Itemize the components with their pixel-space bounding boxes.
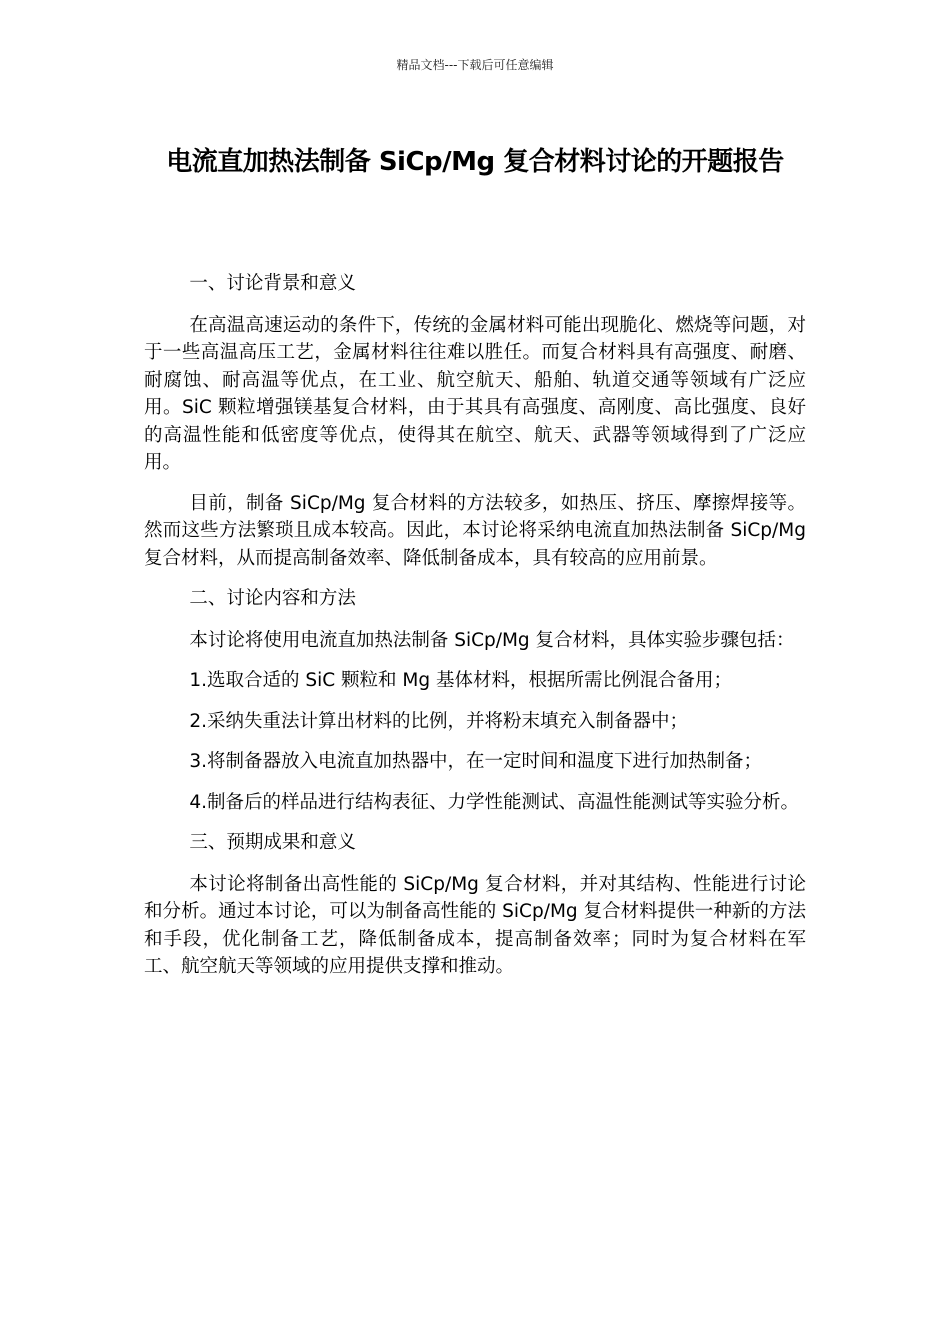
page-header: 精品文档---下载后可任意编辑 xyxy=(396,58,554,72)
section-heading-background: 一、讨论背景和意义 xyxy=(189,273,356,294)
paragraph-outcomes: 本讨论将制备出高性能的 SiCp/Mg 复合材料，并对其结构、性能进行讨论和分析。通过本讨论，可以为制备高性能的 SiCp/Mg 复合材料提供一种新的方法和手段，优化制备工艺，降低制备成本，提高制备效率；同时为复合材料在军工、航空航天等领域的应用提供支撑和推动。 xyxy=(144,873,806,977)
list-item-step-1: 1.选取合适的 SiC 颗粒和 Mg 基体材料，根据所需比例混合备用； xyxy=(189,670,732,691)
list-item-step-4: 4.制备后的样品进行结构表征、力学性能测试、高温性能测试等实验分析。 xyxy=(189,791,799,813)
paragraph-background-2: 目前，制备 SiCp/Mg 复合材料的方法较多，如热压、挤压、摩擦焊接等。然而这些方法繁琐且成本较高。因此，本讨论将采纳电流直加热法制备 SiCp/Mg 复合材料，从而提高制备效率、降低制备成本，具有较高的应用前景。 xyxy=(144,492,806,569)
section-heading-methods: 二、讨论内容和方法 xyxy=(189,588,356,609)
list-item-step-2: 2.采纳失重法计算出材料的比例，并将粉末填充入制备器中； xyxy=(189,710,688,732)
paragraph-background-1: 在高温高速运动的条件下，传统的金属材料可能出现脆化、燃烧等问题，对于一些高温高压工艺，金属材料往往难以胜任。而复合材料具有高强度、耐磨、耐腐蚀、耐高温等优点，在工业、航空航天、船舶、轨道交通等领域有广泛应用。SiC 颗粒增强镁基复合材料，由于其具有高强度、高刚度、高比强度、良好的高温性能和低密度等优点，使得其在航空、航天、武器等领域得到了广泛应用。 xyxy=(144,314,806,473)
document-title: 电流直加热法制备 SiCp/Mg 复合材料讨论的开题报告 xyxy=(166,147,784,177)
list-item-step-3: 3.将制备器放入电流直加热器中，在一定时间和温度下进行加热制备； xyxy=(189,751,762,772)
document-body xyxy=(144,270,806,994)
paragraph-methods-intro: 本讨论将使用电流直加热法制备 SiCp/Mg 复合材料，具体实验步骤包括： xyxy=(189,629,795,651)
section-heading-outcomes: 三、预期成果和意义 xyxy=(189,832,356,853)
